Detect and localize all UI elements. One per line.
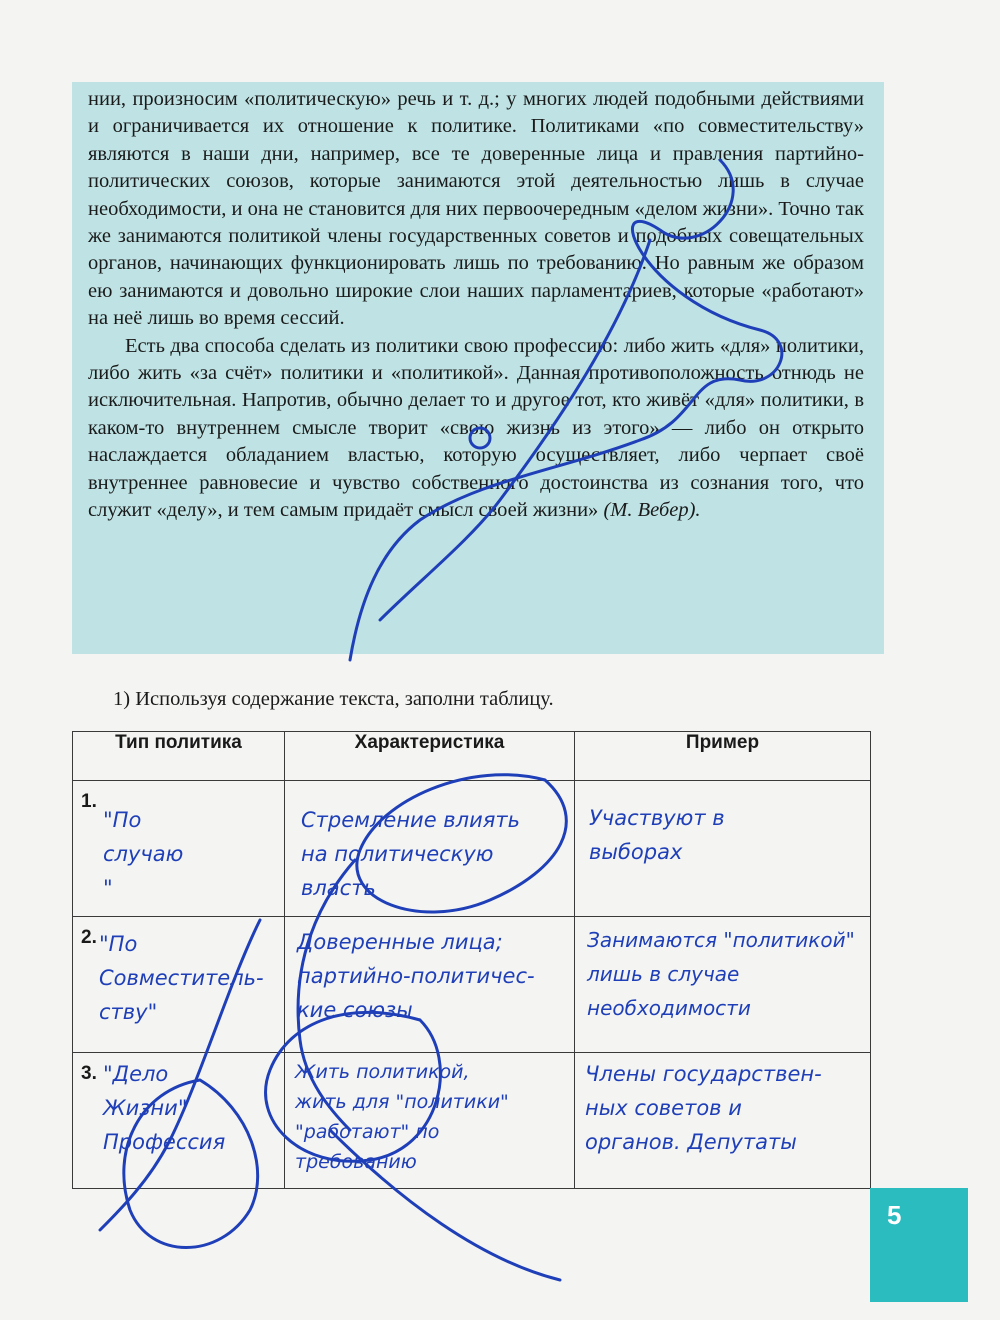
row-number: 3. bbox=[81, 1063, 97, 1084]
header-characteristic: Характеристика bbox=[285, 732, 575, 781]
handwritten-type: "По Совместитель- ству" bbox=[99, 932, 264, 1024]
table-header-row bbox=[73, 732, 871, 781]
table-row bbox=[73, 781, 871, 917]
answer-table bbox=[72, 731, 871, 1189]
handwritten-type: "По случаю " bbox=[103, 808, 184, 900]
page-number-tab bbox=[870, 1188, 968, 1302]
cell-example bbox=[575, 1053, 871, 1189]
handwritten-characteristic: Жить политикой, жить для "политики" "работают" по требованию bbox=[295, 1061, 509, 1173]
cell-characteristic bbox=[285, 781, 575, 917]
row-number: 2. bbox=[81, 927, 97, 948]
cell-type bbox=[73, 1053, 285, 1189]
cell-example bbox=[575, 917, 871, 1053]
header-example: Пример bbox=[575, 732, 871, 781]
passage-author: (М. Вебер). bbox=[603, 499, 701, 522]
passage-paragraph-2-text: Есть два способа сделать из политики свою профессию: либо жить «для» политики, либо жить «за счёт» политики и «политикой». Данная противоположность отнюдь не исключительная. Напротив, обычно делает то и другое тот, кто живёт «для» политики, в каком-то внутреннем смысле творит «свою жизнь из этого» — либо он открыто наслаждается обладанием властью, которую осуществляет, либо черпает своё внутреннее равновесие и чувство собственного достоинства из сознания того, что служит «делу», и тем самым придаёт смысл своей жизни» bbox=[88, 334, 864, 522]
handwritten-example: Участвуют в выборах bbox=[589, 806, 725, 864]
cell-characteristic bbox=[285, 917, 575, 1053]
cell-type bbox=[73, 781, 285, 917]
handwritten-example: Члены государствен- ных советов и органов. Депутаты bbox=[585, 1062, 822, 1154]
table-row bbox=[73, 917, 871, 1053]
cell-characteristic bbox=[285, 1053, 575, 1189]
table-row bbox=[73, 1053, 871, 1189]
page-number: 5 bbox=[887, 1200, 902, 1230]
passage-paragraph-2 bbox=[88, 333, 864, 525]
handwritten-example: Занимаются "политикой" лишь в случае необходимости bbox=[587, 928, 855, 1020]
row-number: 1. bbox=[81, 791, 97, 812]
handwritten-type: "Дело Жизни" Профессия bbox=[103, 1062, 226, 1154]
handwritten-characteristic: Доверенные лица; партийно-политичес- кие союзы bbox=[297, 930, 535, 1022]
header-type: Тип политика bbox=[73, 732, 285, 781]
task-instruction: 1) Используя содержание текста, заполни таблицу. bbox=[113, 688, 554, 710]
handwritten-characteristic: Стремление влиять на политическую власть bbox=[301, 808, 520, 900]
cell-example bbox=[575, 781, 871, 917]
passage-paragraph-1: нии, произносим «политическую» речь и т. д.; у многих людей подобными действиями и ограничивается их отношение к политике. Политиками «по совместительству» являются в наши дни, например, все те доверенные лица и правления партийно-политических союзов, которые занимаются этой деятельностью лишь в случае необходимости, и она не становится для них первоочередным «делом жизни». Точно так же занимаются политикой члены государственных советов и подобных совещательных органов, начинающих функционировать лишь по требованию. Но равным же образом ею занимаются и довольно широкие слои наших парламентариев, которые «работают» на неё лишь во время сессий. bbox=[88, 88, 864, 330]
passage-text bbox=[88, 86, 864, 525]
cell-type bbox=[73, 917, 285, 1053]
